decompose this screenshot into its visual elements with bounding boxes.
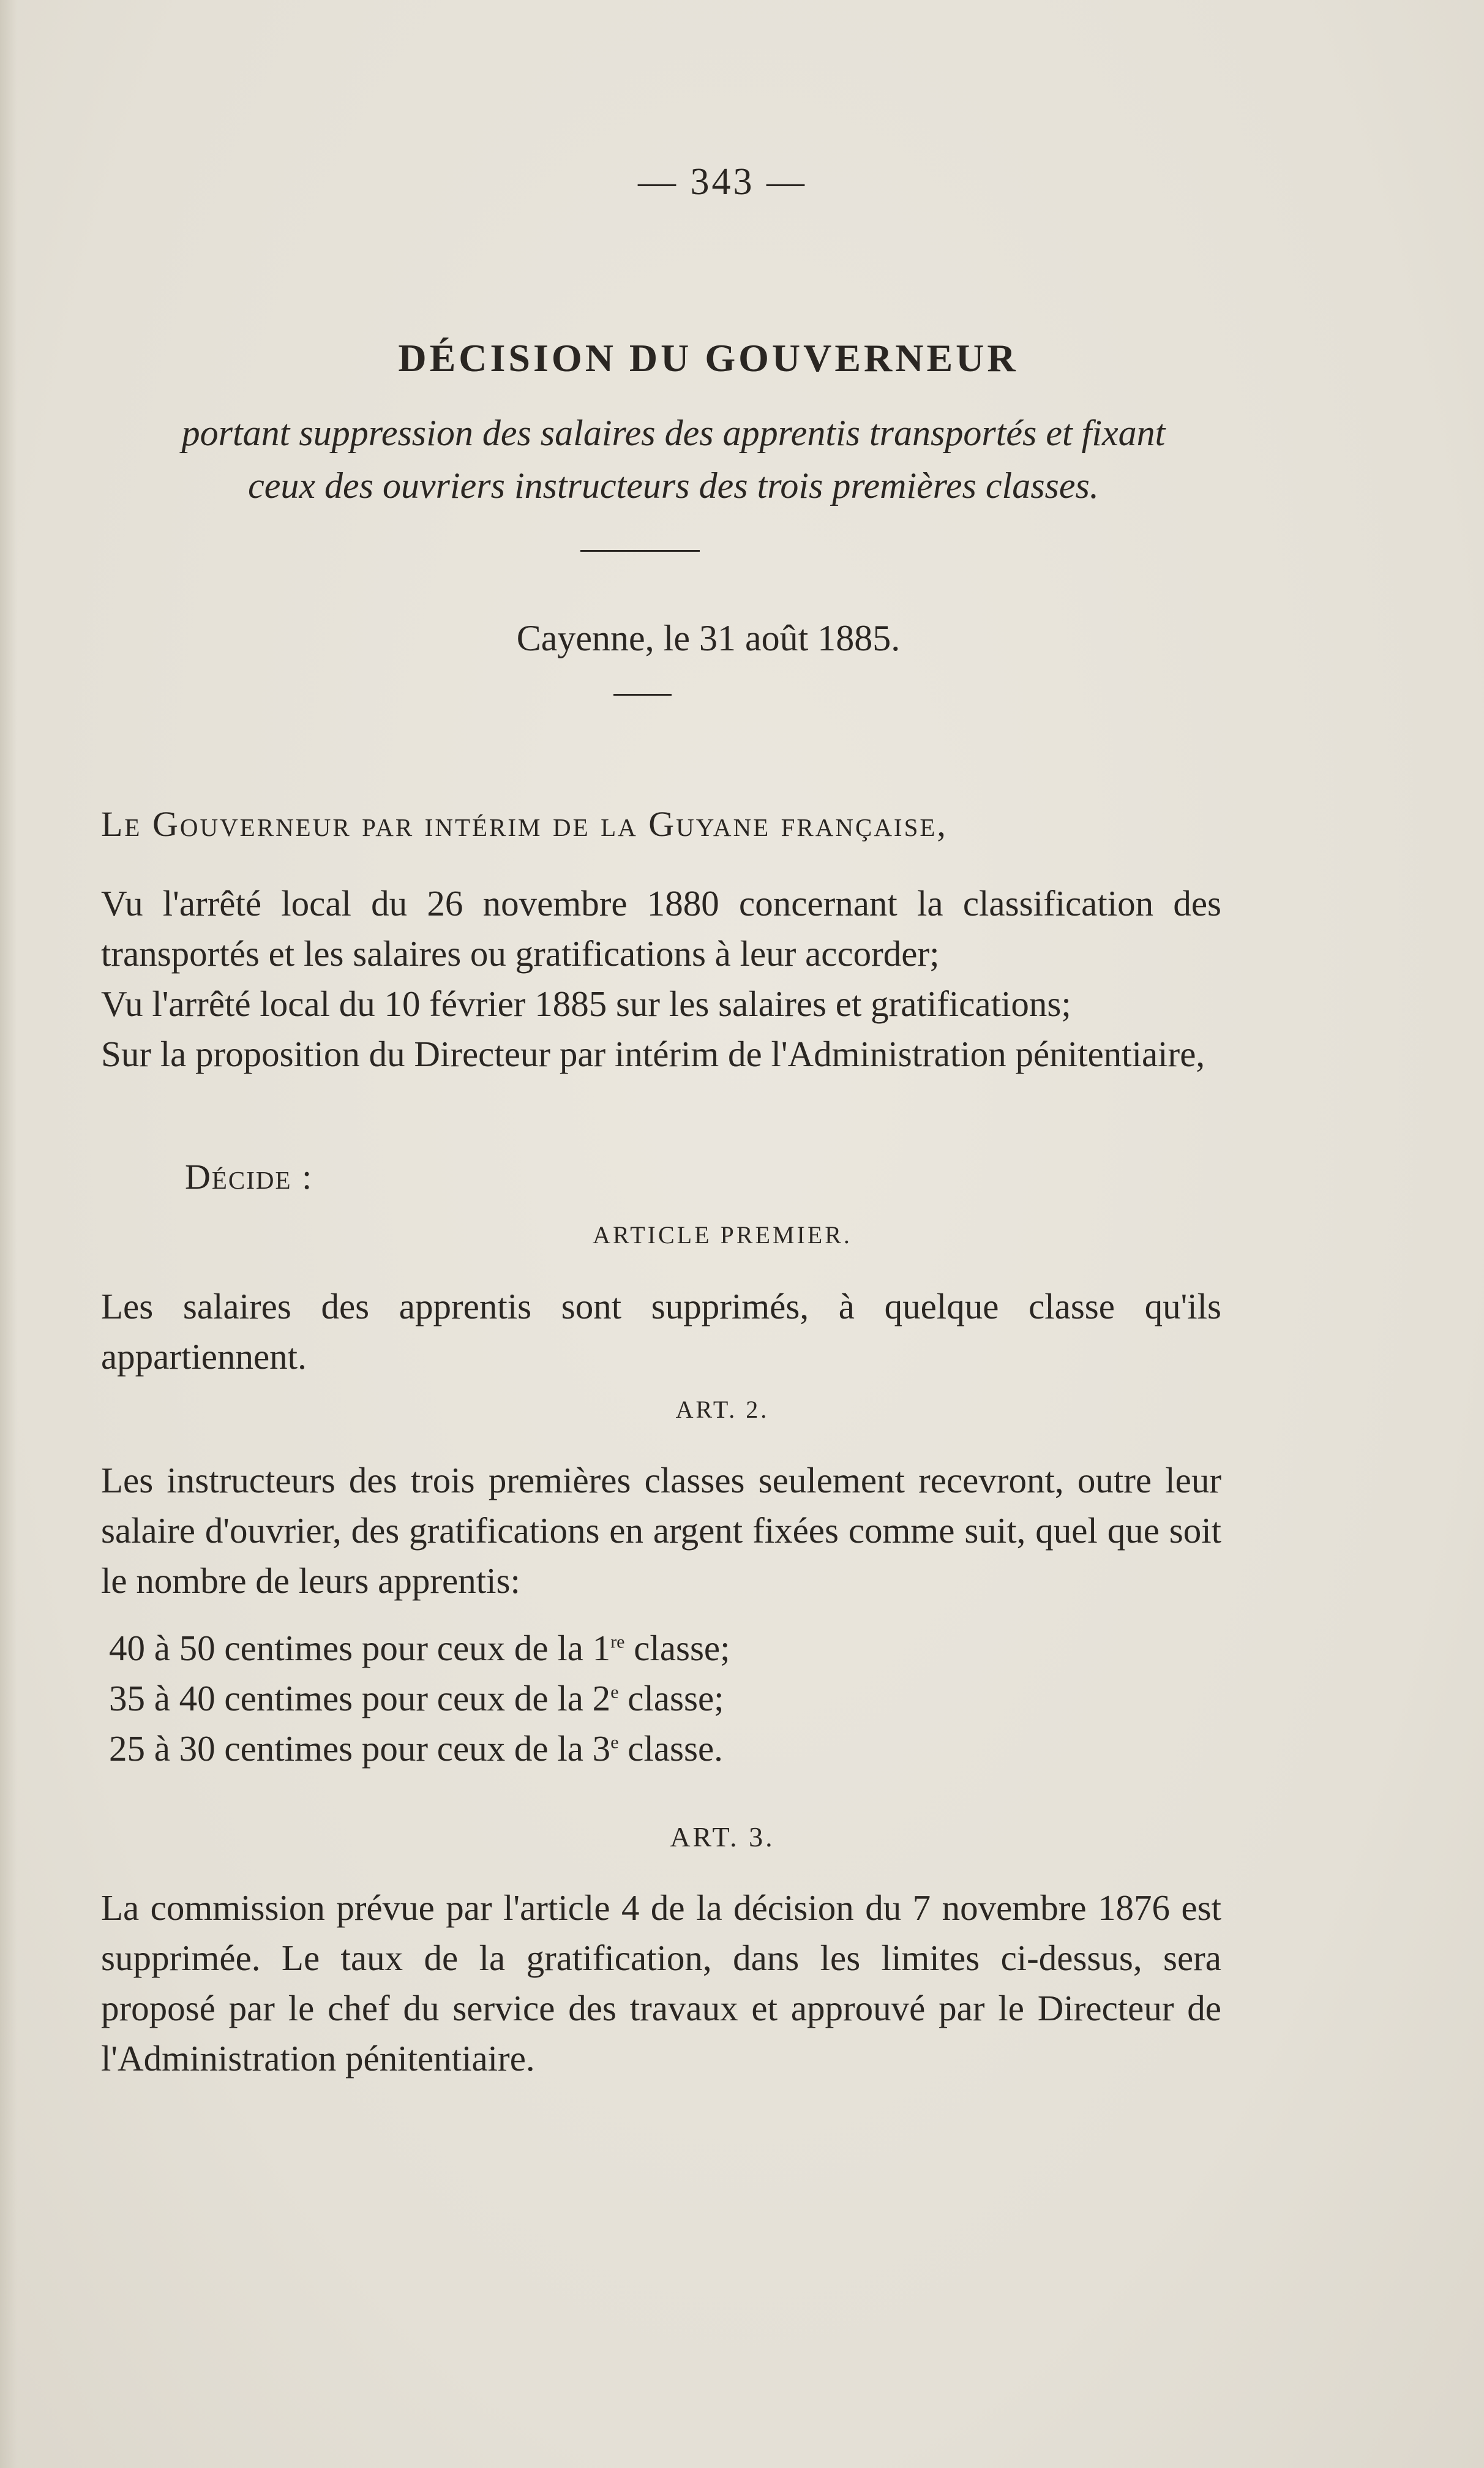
page-number: — 343 — [638,161,807,203]
rate-line-1 [109,1623,730,1673]
preamble-paragraph-2: Vu l'arrêté local du 10 février 1885 sur les salaires et gratifications; [101,984,1071,1024]
title-divider [580,550,700,552]
document-subtitle-line-2: ceux des ouvriers instructeurs des trois premières classes. [248,465,1099,506]
decision-label: Décide : [185,1157,313,1197]
article-text-3: La commission prévue par l'article 4 de la décision du 7 novembre 1876 est supprimée. Le taux de la gratification, dans les limites ci-dessus, sera proposé par le chef du service des travaux et approuvé par le Directeur de l'Administration pénitentiaire. [101,1887,1221,2079]
preamble-paragraph-3: Sur la proposition du Directeur par intérim de l'Administration pénitentiaire, [101,1034,1205,1074]
article-text-2: Les instructeurs des trois premières classes seulement recevront, outre leur salaire d'ouvrier, des gratifications en argent fixées comme suit, quel que soit le nombre de leurs apprentis: [101,1460,1221,1601]
article-heading-3: ART. 3. [670,1821,775,1853]
rate-line-2-text: 35 à 40 centimes pour ceux de la 2 [109,1678,611,1718]
rate-line-3-suffix: classe. [618,1728,723,1769]
document-title: DÉCISION DU GOUVERNEUR [398,336,1019,380]
preamble-paragraph-1: Vu l'arrêté local du 26 novembre 1880 concernant la classification des transportés et les salaires ou gratifications à leur accorder; [101,883,1221,974]
document-subtitle-line-1: portant suppression des salaires des apprentis transportés et fixant [181,413,1166,453]
article-text-1: Les salaires des apprentis sont supprimés, à quelque classe qu'ils appartiennent. [101,1286,1221,1377]
rate-line-3-ordinal: e [610,1732,619,1753]
date-divider [613,694,672,696]
place-date: Cayenne, le 31 août 1885. [516,618,901,658]
article-heading-2: ART. 2. [675,1396,770,1423]
article-heading-1: ARTICLE PREMIER. [593,1221,852,1249]
rate-line-2-suffix: classe; [618,1678,724,1718]
rate-line-3-text: 25 à 30 centimes pour ceux de la 3 [109,1728,611,1769]
rate-line-1-ordinal: re [610,1631,625,1652]
rate-line-2-ordinal: e [610,1682,619,1702]
rate-line-1-suffix: classe; [624,1628,730,1668]
rate-line-2 [109,1673,724,1723]
rate-line-3 [109,1723,723,1774]
rate-line-1-text: 40 à 50 centimes pour ceux de la 1 [109,1628,611,1668]
issuing-authority: Le Gouverneur par intérim de la Guyane française, [101,804,948,844]
